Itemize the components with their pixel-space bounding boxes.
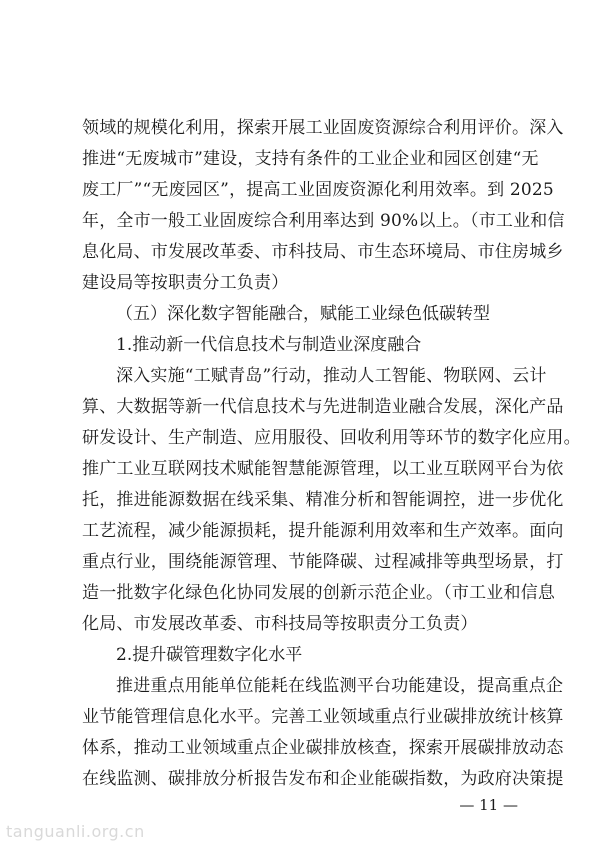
body-text-line: 推广工业互联网技术赋能智慧能源管理，以工业互联网平台为依 <box>82 459 564 479</box>
body-text-line: 托，推进能源数据在线采集、精准分析和智能调控，进一步优化 <box>82 490 564 510</box>
body-text-line: 化局、市发展改革委、市科技局等按职责分工负责） <box>82 614 478 634</box>
body-text-line: 深入实施“工赋青岛”行动，推动人工智能、物联网、云计 <box>116 366 547 386</box>
body-text-line: 重点行业，围绕能源管理、节能降碳、过程减排等典型场景，打 <box>82 552 564 572</box>
body-text-line: 业节能管理信息化水平。完善工业领域重点行业碳排放统计核算 <box>82 707 564 727</box>
page-number: — 11 — <box>459 796 518 814</box>
section-heading: （五）深化数字智能融合，赋能工业绿色低碳转型 <box>116 304 490 324</box>
body-text-line: 造一批数字化绿色化协同发展的创新示范企业。（市工业和信息 <box>82 583 556 603</box>
watermark-text: tanguanli.org.cn <box>6 822 145 841</box>
body-text-line: 在线监测、碳排放分析报告发布和企业能碳指数，为政府决策提 <box>82 769 564 789</box>
subheading: 2.提升碳管理数字化水平 <box>116 645 303 665</box>
body-text-line: 领域的规模化利用，探索开展工业固废资源综合利用评价。深入 <box>82 118 564 138</box>
body-text-line: 体系，推动工业领域重点企业碳排放核查，探索开展碳排放动态 <box>82 738 564 758</box>
body-text-line: 推进“无废城市”建设，支持有条件的工业企业和园区创建“无 <box>82 149 539 169</box>
body-text-line: 工艺流程，减少能源损耗，提升能源利用效率和生产效率。面向 <box>82 521 564 541</box>
subheading: 1.推动新一代信息技术与制造业深度融合 <box>116 335 422 355</box>
body-text-line: 研发设计、生产制造、应用服役、回收利用等环节的数字化应用。 <box>82 428 581 448</box>
body-text-line: 建设局等按职责分工负责） <box>82 273 289 293</box>
body-text-line: 年，全市一般工业固废综合利用率达到 90%以上。（市工业和信 <box>82 211 565 231</box>
body-text-line: 算、大数据等新一代信息技术与先进制造业融合发展，深化产品 <box>82 397 564 417</box>
body-text-line: 息化局、市发展改革委、市科技局、市生态环境局、市住房城乡 <box>82 242 564 262</box>
body-text-line: 推进重点用能单位能耗在线监测平台功能建设，提高重点企 <box>116 676 564 696</box>
body-text-line: 废工厂”“无废园区”，提高工业固废资源化利用效率。到 2025 <box>82 180 554 200</box>
